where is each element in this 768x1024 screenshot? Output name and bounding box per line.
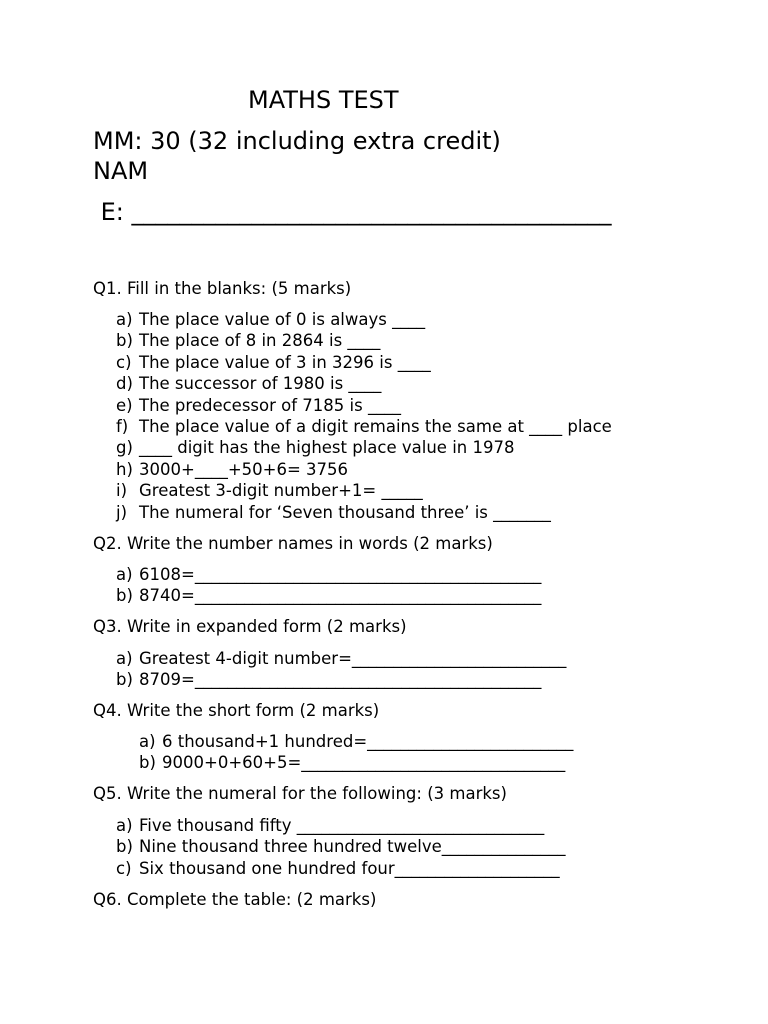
item-label: a): [116, 310, 133, 329]
item-text: ____ digit has the highest place value in 1978: [139, 438, 515, 458]
item-text: 3000+____+50+6= 3756: [139, 459, 349, 479]
item-label: b): [116, 331, 133, 351]
q5-heading: Q5. Write the numeral for the following: (3 marks): [93, 784, 507, 803]
item-label: d): [116, 374, 133, 394]
q3-heading: Q3. Write in expanded form (2 marks): [93, 617, 407, 636]
item-text: 8740=__________________________________________: [139, 586, 542, 606]
name-label-start: NAM: [93, 157, 149, 185]
item-label: f): [116, 417, 129, 436]
item-label: a): [139, 732, 156, 751]
item-text: Nine thousand three hundred twelve_______________: [139, 837, 566, 857]
item-text: The numeral for ‘Seven thousand three’ is _______: [139, 502, 551, 522]
item-label: b): [116, 837, 133, 857]
item-text: Greatest 3-digit number+1= _____: [139, 481, 423, 501]
q2-heading: Q2. Write the number names in words (2 marks): [93, 534, 493, 553]
q6-heading: Q6. Complete the table: (2 marks): [93, 890, 377, 909]
item-text: 9000+0+60+5=________________________________: [162, 753, 566, 773]
item-text: The place value of 0 is always ____: [139, 310, 426, 329]
item-label: g): [116, 438, 133, 458]
item-label: j): [116, 502, 128, 522]
item-label: b): [139, 753, 156, 773]
item-label: c): [116, 352, 132, 372]
item-label: h): [116, 459, 133, 479]
item-text: 6108=__________________________________________: [139, 565, 542, 584]
item-text: 8709=__________________________________________: [139, 670, 542, 690]
item-label: a): [116, 649, 133, 668]
item-text: The place value of a digit remains the same at ____ place: [139, 417, 612, 436]
item-text: 6 thousand+1 hundred=_________________________: [162, 732, 574, 751]
name-label-end-with-blank: E: ________________________________________: [93, 198, 612, 226]
q4-heading: Q4. Write the short form (2 marks): [93, 701, 380, 720]
item-text: The place value of 3 in 3296 is ____: [139, 352, 431, 372]
page-title: MATHS TEST: [248, 86, 399, 114]
max-marks: MM: 30 (32 including extra credit): [93, 127, 501, 155]
item-text: Greatest 4-digit number=__________________________: [139, 649, 567, 668]
item-text: The successor of 1980 is ____: [139, 374, 382, 394]
item-label: c): [116, 858, 132, 878]
item-label: b): [116, 670, 133, 690]
item-label: i): [116, 481, 128, 501]
item-label: e): [116, 395, 133, 415]
q1-heading: Q1. Fill in the blanks: (5 marks): [93, 279, 352, 298]
item-text: The predecessor of 7185 is ____: [139, 395, 401, 415]
item-text: Five thousand fifty ______________________________: [139, 816, 545, 835]
item-label: a): [116, 565, 133, 584]
item-text: The place of 8 in 2864 is ____: [139, 331, 381, 351]
item-text: Six thousand one hundred four____________________: [139, 858, 560, 878]
item-label: b): [116, 586, 133, 606]
item-label: a): [116, 816, 133, 835]
